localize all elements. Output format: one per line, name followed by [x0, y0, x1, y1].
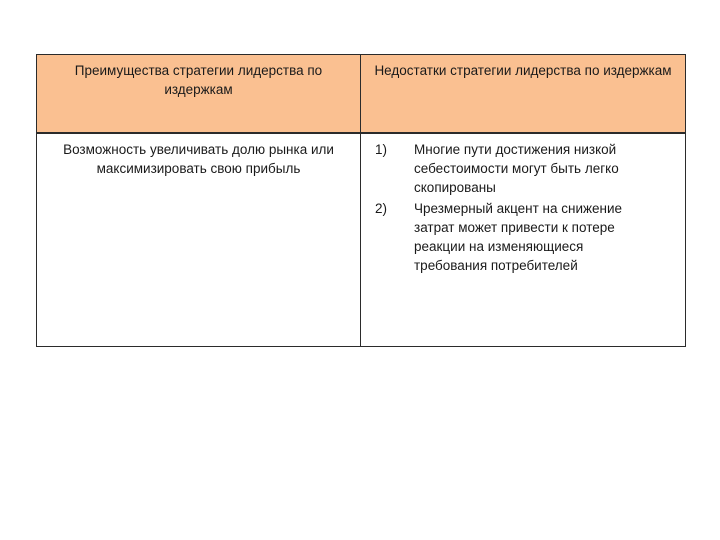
- disadvantages-list: [371, 140, 655, 275]
- list-item-number: 2): [375, 201, 388, 216]
- list-item: [371, 140, 655, 197]
- list-item-number: 1): [375, 142, 388, 157]
- header-advantages: [37, 55, 361, 134]
- strategy-table: [36, 54, 686, 347]
- list-item: [371, 199, 655, 275]
- advantage-text: Возможность увеличивать долю рынка или максимизировать свою прибыль: [63, 142, 334, 176]
- list-item-text: Многие пути достижения низкой себестоимости могут быть легко скопированы: [414, 142, 619, 195]
- header-disadvantages: [361, 55, 685, 134]
- advantages-cell: [37, 134, 361, 346]
- header-disadvantages-label: Недостатки стратегии лидерства по издержкам: [374, 63, 672, 78]
- header-advantages-label: Преимущества стратегии лидерства по издержкам: [74, 63, 323, 97]
- list-item-text: Чрезмерный акцент на снижение затрат может привести к потере реакции на изменяющиеся требования потребителей: [414, 201, 623, 273]
- disadvantages-cell: [361, 134, 685, 346]
